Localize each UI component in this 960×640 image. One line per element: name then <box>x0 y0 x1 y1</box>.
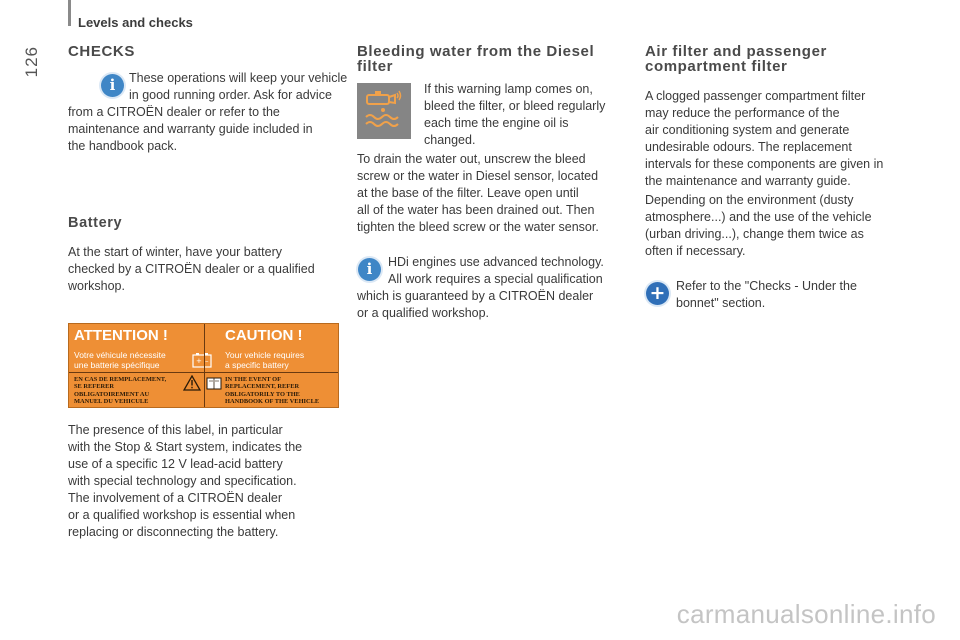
label-line: Votre véhicule nécessite <box>74 350 166 360</box>
lamp-para-line: bleed the filter, or bleed regularly <box>424 99 606 113</box>
battery-para-line: At the start of winter, have your battery <box>68 245 282 259</box>
label-divider <box>205 372 339 373</box>
svg-text:–: – <box>205 357 209 365</box>
drain-para-line: at the base of the filter. Leave open until <box>357 186 579 200</box>
label-line: IN THE EVENT OF <box>225 376 282 383</box>
label-line: SE REFERER <box>74 383 114 391</box>
checks-para-line: the handbook pack. <box>68 139 178 153</box>
label-english-small <box>225 376 319 405</box>
bleeding-heading-line: Bleeding water from the Diesel <box>357 43 595 60</box>
bleeding-heading-line: filter <box>357 58 394 75</box>
header-bar <box>68 0 71 26</box>
hdi-para-line: HDi engines use advanced technology. <box>388 255 604 269</box>
refer-para-line: bonnet" section. <box>676 296 766 310</box>
hdi-para-line: All work requires a special qualification <box>388 272 603 286</box>
clogged-para-line: the maintenance and warranty guide. <box>645 174 851 188</box>
label-line: REPLACEMENT, REFER <box>225 383 300 391</box>
water-in-diesel-icon <box>357 83 411 139</box>
label-caution-title: CAUTION ! <box>225 327 303 344</box>
presence-para-line: with special technology and specification. <box>68 474 297 488</box>
depending-para-line: Depending on the environment (dusty <box>645 193 854 207</box>
battery-heading: Battery <box>68 215 123 231</box>
air-filter-heading-line: compartment filter <box>645 58 788 75</box>
handbook-icon <box>204 376 224 392</box>
refer-para-line: Refer to the "Checks - Under the <box>676 279 857 293</box>
hdi-para-line: which is guaranteed by a CITROËN dealer <box>357 289 594 303</box>
drain-para-line: To drain the water out, unscrew the bleed <box>357 152 586 166</box>
plus-icon: + <box>646 282 669 305</box>
label-line: EN CAS DE REMPLACEMENT, <box>74 376 167 383</box>
clogged-para-line: A clogged passenger compartment filter <box>645 89 866 103</box>
checks-para-line: maintenance and warranty guide included in <box>68 122 313 136</box>
drain-para-line: tighten the bleed screw or the water sensor. <box>357 220 599 234</box>
clogged-para-line: air conditioning system and generate <box>645 123 850 137</box>
depending-para-line: often if necessary. <box>645 244 746 258</box>
label-line: OBLIGATOIREMENT AU <box>74 390 150 398</box>
air-filter-heading-line: Air filter and passenger <box>645 43 827 60</box>
presence-para-line: The involvement of a CITROËN dealer <box>68 491 282 505</box>
checks-para-line: in good running order. Ask for advice <box>129 88 332 102</box>
label-line: une batterie spécifique <box>74 360 160 370</box>
drain-para-line: screw or the water in Diesel sensor, located <box>357 169 599 183</box>
label-line: OBLIGATORILY TO THE <box>225 390 300 398</box>
presence-para-line: The presence of this label, in particular <box>68 423 283 437</box>
label-english-side <box>204 324 339 407</box>
lamp-para-line: each time the engine oil is <box>424 116 569 130</box>
hdi-para-line: or a qualified workshop. <box>357 306 490 320</box>
checks-para-line: from a CITROËN dealer or refer to the <box>68 105 280 119</box>
warning-triangle-icon <box>183 375 201 391</box>
label-french-small <box>74 376 166 405</box>
label-french-side <box>69 324 209 407</box>
label-line: MANUEL DU VEHICULE <box>74 397 149 405</box>
lamp-para-line: changed. <box>424 133 476 147</box>
label-line: Your vehicle requires <box>225 350 305 360</box>
info-icon: i <box>358 258 381 281</box>
label-attention-title: ATTENTION ! <box>74 327 168 344</box>
checks-para-line: These operations will keep your vehicle <box>129 71 348 85</box>
info-icon: i <box>101 74 124 97</box>
label-line: HANDBOOK OF THE VEHICLE <box>225 397 320 405</box>
depending-para-line: (urban driving...), change them twice as <box>645 227 864 241</box>
battery-warning-label <box>68 323 339 408</box>
presence-para-line: replacing or disconnecting the battery. <box>68 525 279 539</box>
presence-para-line: use of a specific 12 V lead-acid battery <box>68 457 283 471</box>
battery-para-line: workshop. <box>68 279 125 293</box>
battery-para-line: checked by a CITROËN dealer or a qualified <box>68 262 315 276</box>
water-in-diesel-warning-lamp <box>357 83 411 139</box>
section-title: Levels and checks <box>78 15 193 30</box>
lamp-para-line: If this warning lamp comes on, <box>424 82 593 96</box>
presence-para-line: with the Stop & Start system, indicates the <box>68 440 303 454</box>
clogged-para-line: may reduce the performance of the <box>645 106 840 120</box>
label-english-sub <box>225 350 304 370</box>
label-line: a specific battery <box>225 360 289 370</box>
drain-para-line: all of the water has been drained out. Then <box>357 203 595 217</box>
watermark: carmanualsonline.info <box>676 599 936 629</box>
presence-para-line: or a qualified workshop is essential when <box>68 508 296 522</box>
svg-text:+: + <box>196 357 202 365</box>
label-french-sub <box>74 350 166 370</box>
checks-heading: CHECKS <box>68 43 135 60</box>
clogged-para-line: intervals for these components are given in <box>645 157 884 171</box>
label-divider <box>69 372 204 373</box>
clogged-para-line: undesirable odours. The replacement <box>645 140 852 154</box>
depending-para-line: atmosphere...) and the use of the vehicle <box>645 210 872 224</box>
page-number: 126 <box>22 46 41 78</box>
